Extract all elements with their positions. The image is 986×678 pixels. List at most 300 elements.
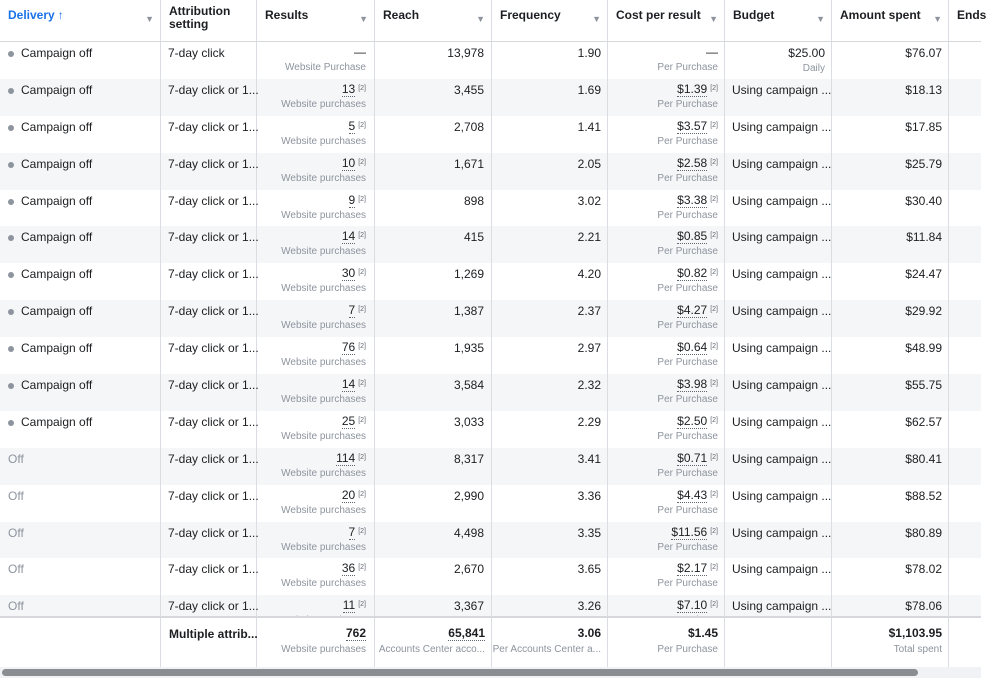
table-row[interactable] (0, 116, 981, 153)
delivery-cell[interactable] (0, 226, 161, 263)
results-sub: Website purchases (281, 172, 366, 184)
budget-cell (725, 558, 832, 595)
delivery-status: Off (8, 599, 24, 614)
delivery-cell[interactable] (0, 485, 161, 522)
table-row[interactable] (0, 263, 981, 300)
delivery-status: Off (8, 451, 24, 466)
budget-cell (725, 263, 832, 300)
results-sub: Website purchases (281, 467, 366, 479)
amount-spent-value: $11.84 (906, 230, 942, 245)
column-header-frequency[interactable] (492, 0, 608, 41)
reach-cell (375, 522, 492, 559)
attribution-cell (161, 226, 257, 263)
attribution-badge: [2] (710, 490, 718, 498)
status-dot-icon (8, 420, 14, 426)
results-sub: Website purchases (281, 246, 366, 258)
totals-attribution-label: Multiple attrib... (169, 627, 258, 641)
delivery-cell[interactable] (0, 153, 161, 190)
budget-cell (725, 448, 832, 485)
results-cell (257, 263, 375, 300)
status-dot-icon (8, 383, 14, 389)
results-cell (257, 558, 375, 595)
table-row[interactable] (0, 448, 981, 485)
reach-value: 3,455 (453, 82, 484, 97)
delivery-cell[interactable] (0, 42, 161, 79)
attribution-badge: [2] (358, 490, 366, 498)
budget-cell (725, 190, 832, 227)
table-header (0, 0, 986, 42)
results-sub: Website Purchase (285, 62, 366, 73)
table-row[interactable] (0, 190, 981, 227)
column-header-label: Cost per result (616, 8, 701, 22)
attribution-badge: [2] (358, 195, 366, 203)
cpr-sub: Per Purchase (657, 578, 718, 590)
delivery-status: Campaign off (21, 341, 93, 356)
ends-cell (949, 153, 981, 190)
results-cell (257, 42, 375, 79)
delivery-cell[interactable] (0, 558, 161, 595)
frequency-cell (492, 300, 608, 337)
attribution-badge: [2] (358, 453, 366, 461)
delivery-cell[interactable] (0, 522, 161, 559)
results-sub: Website purchases (281, 578, 366, 590)
table-row[interactable] (0, 300, 981, 337)
reach-cell (375, 263, 492, 300)
amount-spent-value: $48.99 (905, 341, 942, 356)
attribution-cell (161, 79, 257, 116)
attribution-badge: [2] (710, 343, 718, 351)
frequency-cell (492, 411, 608, 448)
attribution-value: 7-day click or 1... (168, 488, 259, 503)
results-sub: Website purchases (281, 98, 366, 110)
cpr-value[interactable]: $0.71 (677, 450, 708, 465)
budget-value: Using campaign ... (732, 562, 832, 577)
chevron-down-icon[interactable]: ▼ (709, 14, 718, 24)
totals-spent-value: $1,103.95 (888, 626, 942, 640)
delivery-status: Off (8, 525, 24, 540)
amount-spent-cell (832, 300, 949, 337)
totals-delivery-cell (0, 618, 161, 667)
results-value[interactable]: 30 (341, 266, 356, 281)
results-sub: Website purchases (281, 394, 366, 406)
delivery-status: Campaign off (21, 46, 93, 60)
results-cell (257, 116, 375, 153)
attribution-badge: [2] (710, 380, 718, 388)
attribution-cell (161, 337, 257, 374)
ends-cell (949, 411, 981, 448)
cpr-sub: Per Purchase (657, 62, 718, 73)
column-header-label: Frequency (500, 8, 561, 22)
totals-amount-spent (832, 618, 949, 667)
amount-spent-value: $30.40 (905, 193, 942, 208)
attribution-value: 7-day click or 1... (168, 525, 259, 540)
results-value[interactable]: 9 (348, 192, 356, 207)
reach-value: 1,935 (453, 341, 484, 356)
amount-spent-value: $80.41 (905, 451, 942, 466)
cpr-value[interactable]: $3.98 (677, 377, 708, 392)
delivery-status: Campaign off (21, 156, 93, 171)
totals-results-value[interactable]: 762 (345, 626, 366, 640)
column-header-attribution[interactable] (161, 0, 257, 41)
totals-budget (725, 618, 832, 667)
amount-spent-value: $29.92 (905, 304, 942, 319)
column-header-label: Attribution setting (169, 4, 231, 31)
table-row[interactable] (0, 42, 981, 79)
attribution-badge: [2] (710, 306, 718, 314)
amount-spent-value: $17.85 (905, 119, 942, 134)
cpr-value[interactable]: $0.82 (677, 266, 708, 281)
totals-results (257, 618, 375, 667)
frequency-cell (492, 226, 608, 263)
delivery-cell[interactable] (0, 79, 161, 116)
amount-spent-cell (832, 411, 949, 448)
budget-value: Using campaign ... (732, 525, 832, 540)
frequency-value: 3.41 (577, 451, 601, 466)
cpr-sub: Per Purchase (657, 504, 718, 516)
budget-value: Using campaign ... (732, 119, 832, 134)
ends-cell (949, 79, 981, 116)
reach-cell (375, 300, 492, 337)
cpr-value[interactable]: $0.64 (677, 340, 708, 355)
results-value[interactable]: 11 (342, 598, 356, 613)
table-row[interactable] (0, 411, 981, 448)
frequency-cell (492, 485, 608, 522)
frequency-cell (492, 337, 608, 374)
cpr-sub: Per Purchase (657, 320, 718, 332)
chevron-down-icon[interactable]: ▼ (933, 14, 942, 24)
budget-value: Using campaign ... (732, 230, 832, 245)
amount-spent-cell (832, 79, 949, 116)
column-header-label: Reach (383, 8, 420, 22)
delivery-cell[interactable] (0, 190, 161, 227)
column-header-ends[interactable] (949, 0, 986, 41)
budget-cell (725, 374, 832, 411)
cost-per-result-cell (608, 42, 725, 79)
frequency-value: 2.29 (577, 414, 601, 429)
frequency-value: 2.97 (577, 341, 601, 356)
ends-cell (949, 190, 981, 227)
budget-value: Using campaign ... (732, 599, 832, 614)
frequency-cell (492, 522, 608, 559)
budget-value: Using campaign ... (732, 82, 832, 97)
attribution-badge: [2] (710, 232, 718, 240)
totals-row (0, 616, 981, 667)
frequency-cell (492, 153, 608, 190)
results-value[interactable]: 14 (341, 229, 356, 244)
amount-spent-value: $78.02 (905, 562, 942, 577)
chevron-down-icon[interactable]: ▼ (145, 14, 154, 24)
frequency-value: 2.32 (577, 378, 601, 393)
reach-cell (375, 374, 492, 411)
budget-value: Using campaign ... (732, 414, 832, 429)
attribution-badge: [2] (358, 269, 366, 277)
budget-value: Using campaign ... (732, 378, 832, 393)
frequency-cell (492, 190, 608, 227)
results-value[interactable]: 10 (341, 155, 356, 170)
attribution-badge: [2] (358, 158, 366, 166)
column-header-reach[interactable] (375, 0, 492, 41)
attribution-badge: [2] (358, 527, 366, 535)
cost-per-result-cell (608, 226, 725, 263)
cpr-value[interactable]: $2.17 (677, 561, 708, 576)
attribution-badge: [2] (358, 564, 366, 572)
reach-value: 2,670 (453, 562, 484, 577)
totals-cpr-value: $1.45 (687, 626, 718, 640)
attribution-cell (161, 42, 257, 79)
budget-cell (725, 79, 832, 116)
reach-value: 13,978 (447, 46, 484, 60)
frequency-value: 3.36 (577, 488, 601, 503)
results-value[interactable]: 5 (348, 118, 356, 133)
column-header-label: Delivery (8, 8, 55, 22)
results-cell (257, 411, 375, 448)
totals-spent-sub: Total spent (893, 644, 942, 655)
table-row[interactable] (0, 485, 981, 522)
column-header-label: Ends (957, 8, 986, 22)
reach-value: 1,269 (453, 267, 484, 282)
status-dot-icon (8, 272, 14, 278)
cpr-value[interactable]: $0.85 (677, 229, 708, 244)
reach-value: 898 (463, 193, 484, 208)
status-dot-icon (8, 162, 14, 168)
delivery-status: Campaign off (21, 82, 93, 97)
attribution-cell (161, 263, 257, 300)
column-header-budget[interactable] (725, 0, 832, 41)
results-value[interactable]: 25 (341, 413, 356, 428)
frequency-value: 3.35 (577, 525, 601, 540)
attribution-value: 7-day click (168, 46, 225, 60)
attribution-badge: [2] (358, 84, 366, 92)
results-cell (257, 300, 375, 337)
budget-value: Using campaign ... (732, 488, 832, 503)
attribution-cell (161, 448, 257, 485)
reach-value: 3,033 (453, 414, 484, 429)
frequency-value: 1.69 (577, 82, 601, 97)
ends-cell (949, 448, 981, 485)
results-cell (257, 522, 375, 559)
frequency-value: 2.21 (577, 230, 601, 245)
budget-cell (725, 300, 832, 337)
cost-per-result-cell (608, 116, 725, 153)
attribution-badge: [2] (710, 453, 718, 461)
results-cell (257, 485, 375, 522)
cost-per-result-cell (608, 263, 725, 300)
table-row[interactable] (0, 79, 981, 116)
delivery-cell[interactable] (0, 411, 161, 448)
cpr-sub: Per Purchase (657, 209, 718, 221)
table-row[interactable] (0, 337, 981, 374)
delivery-status: Campaign off (21, 193, 93, 208)
attribution-badge: [2] (710, 564, 718, 572)
attribution-value: 7-day click or 1... (168, 193, 259, 208)
delivery-status: Campaign off (21, 378, 93, 393)
attribution-badge: [2] (358, 601, 366, 609)
amount-spent-cell (832, 374, 949, 411)
results-sub: Website purchases (281, 135, 366, 147)
budget-cell (725, 522, 832, 559)
attribution-value: 7-day click or 1... (168, 599, 259, 614)
reach-value: 8,317 (453, 451, 484, 466)
cpr-value[interactable]: $7.10 (677, 598, 708, 613)
delivery-status: Off (8, 562, 24, 577)
budget-cell (725, 153, 832, 190)
amount-spent-cell (832, 558, 949, 595)
reach-cell (375, 226, 492, 263)
cpr-value[interactable]: $3.57 (677, 118, 708, 133)
results-sub: Website purchases (281, 541, 366, 553)
delivery-cell[interactable] (0, 374, 161, 411)
results-value[interactable]: 114 (336, 450, 356, 465)
column-header-results[interactable] (257, 0, 375, 41)
attribution-cell (161, 190, 257, 227)
frequency-value: 3.65 (577, 562, 601, 577)
results-value[interactable]: 76 (341, 340, 356, 355)
results-value[interactable]: 13 (341, 81, 356, 96)
cpr-value[interactable]: $2.58 (677, 155, 708, 170)
cost-per-result-cell (608, 522, 725, 559)
delivery-status: Campaign off (21, 414, 93, 429)
attribution-badge: [2] (710, 158, 718, 166)
results-value[interactable]: 36 (341, 561, 356, 576)
amount-spent-cell (832, 337, 949, 374)
table-row[interactable] (0, 226, 981, 263)
totals-results-sub: Website purchases (281, 644, 366, 655)
budget-value: Using campaign ... (732, 156, 832, 171)
totals-cost-per-result (608, 618, 725, 667)
chevron-down-icon[interactable]: ▼ (592, 14, 601, 24)
reach-value: 1,387 (453, 304, 484, 319)
budget-value: $25.00 (788, 46, 825, 60)
budget-cell (725, 42, 832, 79)
status-dot-icon (8, 235, 14, 241)
results-value[interactable]: 20 (341, 487, 356, 502)
cost-per-result-cell (608, 448, 725, 485)
cost-per-result-cell (608, 411, 725, 448)
budget-value: Using campaign ... (732, 341, 832, 356)
chevron-down-icon[interactable]: ▼ (816, 14, 825, 24)
attribution-cell (161, 116, 257, 153)
amount-spent-cell (832, 263, 949, 300)
cpr-value[interactable]: $1.39 (677, 81, 708, 96)
column-header-amount-spent[interactable] (832, 0, 949, 41)
table-row[interactable] (0, 153, 981, 190)
table-row[interactable] (0, 558, 981, 595)
attribution-badge: [2] (710, 416, 718, 424)
cost-per-result-cell (608, 153, 725, 190)
amount-spent-value: $76.07 (905, 46, 942, 60)
delivery-cell[interactable] (0, 116, 161, 153)
results-value[interactable]: 7 (348, 303, 356, 318)
scrollbar-thumb[interactable] (2, 669, 918, 676)
attribution-value: 7-day click or 1... (168, 414, 259, 429)
reach-cell (375, 153, 492, 190)
cost-per-result-cell (608, 485, 725, 522)
cost-per-result-cell (608, 337, 725, 374)
frequency-cell (492, 79, 608, 116)
amount-spent-value: $80.89 (905, 525, 942, 540)
attribution-badge: [2] (358, 380, 366, 388)
attribution-badge: [2] (358, 232, 366, 240)
budget-value: Using campaign ... (732, 304, 832, 319)
frequency-cell (492, 374, 608, 411)
results-value[interactable]: 7 (348, 524, 356, 539)
frequency-value: 3.26 (577, 599, 601, 614)
attribution-badge: [2] (358, 306, 366, 314)
column-header-label: Results (265, 8, 309, 22)
chevron-down-icon[interactable]: ▼ (359, 14, 368, 24)
budget-cell (725, 116, 832, 153)
frequency-cell (492, 558, 608, 595)
ends-cell (949, 558, 981, 595)
reach-cell (375, 411, 492, 448)
results-value[interactable]: 14 (341, 377, 356, 392)
chevron-down-icon[interactable]: ▼ (476, 14, 485, 24)
frequency-value: 4.20 (577, 267, 601, 282)
frequency-cell (492, 116, 608, 153)
cpr-value[interactable]: $3.38 (677, 192, 708, 207)
totals-cpr-sub: Per Purchase (657, 644, 718, 655)
delivery-cell[interactable] (0, 448, 161, 485)
amount-spent-value: $78.06 (905, 599, 942, 614)
cost-per-result-cell (608, 300, 725, 337)
delivery-cell[interactable] (0, 300, 161, 337)
attribution-cell (161, 522, 257, 559)
column-header-delivery[interactable] (0, 0, 161, 41)
frequency-cell (492, 263, 608, 300)
reach-value: 415 (463, 230, 484, 245)
horizontal-scrollbar[interactable] (0, 667, 981, 678)
attribution-badge: [2] (710, 121, 718, 129)
delivery-status: Campaign off (21, 119, 93, 134)
cpr-value[interactable]: $11.56 (671, 524, 708, 539)
status-dot-icon (8, 346, 14, 352)
delivery-cell[interactable] (0, 263, 161, 300)
column-header-cost-per-result[interactable] (608, 0, 725, 41)
delivery-status: Campaign off (21, 304, 93, 319)
attribution-cell (161, 374, 257, 411)
cpr-sub: Per Purchase (657, 467, 718, 479)
results-cell (257, 79, 375, 116)
attribution-value: 7-day click or 1... (168, 230, 259, 245)
budget-cell (725, 485, 832, 522)
budget-cell (725, 411, 832, 448)
attribution-value: 7-day click or 1... (168, 341, 259, 356)
status-dot-icon (8, 309, 14, 315)
table-row[interactable] (0, 374, 981, 411)
totals-reach-value[interactable]: 65,841 (448, 626, 485, 640)
column-header-label: Amount spent (840, 8, 921, 22)
delivery-status: Off (8, 488, 24, 503)
attribution-badge: [2] (358, 121, 366, 129)
totals-attribution (161, 618, 257, 667)
totals-frequency (492, 618, 608, 667)
attribution-cell (161, 153, 257, 190)
results-cell (257, 374, 375, 411)
attribution-badge: [2] (710, 269, 718, 277)
cpr-value[interactable]: $4.43 (677, 487, 708, 502)
reach-cell (375, 558, 492, 595)
frequency-cell (492, 448, 608, 485)
delivery-cell[interactable] (0, 337, 161, 374)
table-row[interactable] (0, 522, 981, 559)
totals-frequency-sub: Per Accounts Center a... (492, 644, 601, 655)
ends-cell (949, 226, 981, 263)
cpr-value[interactable]: $2.50 (677, 413, 708, 428)
table-body (0, 42, 981, 632)
results-cell (257, 190, 375, 227)
attribution-value: 7-day click or 1... (168, 304, 259, 319)
cpr-value[interactable]: $4.27 (677, 303, 708, 318)
